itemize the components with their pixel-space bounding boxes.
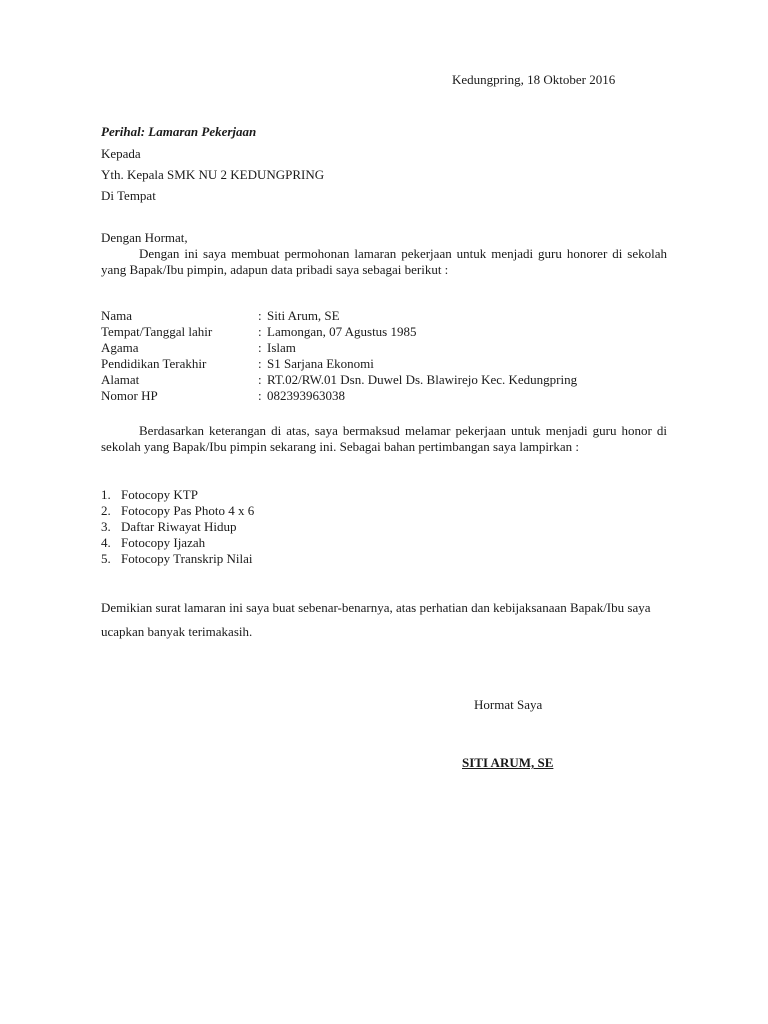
list-item-number: 5.	[101, 551, 111, 566]
field-label: Tempat/Tanggal lahir	[101, 324, 213, 339]
letter-date: Kedungpring, 18 Oktober 2016	[452, 72, 616, 87]
address-line-place: Di Tempat	[101, 188, 156, 203]
body-paragraph-block	[101, 423, 667, 455]
letter-subject: Perihal: Lamaran Pekerjaan	[101, 124, 257, 139]
body-paragraph: Berdasarkan keterangan di atas, saya bermaksud melamar pekerjaan untuk menjadi guru honor di sekolah yang Bapak/Ibu pimpin sekarang ini. Sebagai bahan pertimbangan saya lampirkan :	[101, 423, 667, 454]
list-item-text: Fotocopy Pas Photo 4 x 6	[121, 503, 255, 518]
list-item-number: 4.	[101, 535, 111, 550]
field-value: Lamongan, 07 Agustus 1985	[267, 324, 417, 339]
list-item-text: Fotocopy Transkrip Nilai	[121, 551, 253, 566]
field-separator: :	[258, 356, 262, 371]
list-item-number: 1.	[101, 487, 111, 502]
greeting: Dengan Hormat,	[101, 230, 188, 245]
signer-name: SITI ARUM, SE	[462, 755, 554, 770]
field-value: 082393963038	[267, 388, 345, 403]
field-value: S1 Sarjana Ekonomi	[267, 356, 374, 371]
address-line-recipient: Yth. Kepala SMK NU 2 KEDUNGPRING	[101, 167, 325, 182]
field-separator: :	[258, 372, 262, 387]
field-label: Nomor HP	[101, 388, 158, 403]
list-item-text: Fotocopy KTP	[121, 487, 198, 502]
field-label: Agama	[101, 340, 139, 355]
field-separator: :	[258, 308, 262, 323]
field-separator: :	[258, 324, 262, 339]
field-separator: :	[258, 388, 262, 403]
field-value: RT.02/RW.01 Dsn. Duwel Ds. Blawirejo Kec. Kedungpring	[267, 372, 578, 387]
field-label: Alamat	[101, 372, 140, 387]
regards-text: Hormat Saya	[474, 697, 543, 712]
field-separator: :	[258, 340, 262, 355]
field-value: Siti Arum, SE	[267, 308, 340, 323]
list-item-text: Daftar Riwayat Hidup	[121, 519, 237, 534]
address-line-to: Kepada	[101, 146, 141, 161]
closing-paragraph: Demikian surat lamaran ini saya buat sebenar-benarnya, atas perhatian dan kebijaksanaan Bapak/Ibu saya ucapkan banyak terimakasih.	[101, 600, 651, 639]
field-value: Islam	[267, 340, 296, 355]
field-label: Nama	[101, 308, 133, 323]
intro-paragraph: Dengan ini saya membuat permohonan lamaran pekerjaan untuk menjadi guru honorer di sekolah yang Bapak/Ibu pimpin, adapun data pribadi saya sebagai berikut :	[101, 246, 667, 277]
list-item-text: Fotocopy Ijazah	[121, 535, 206, 550]
list-item-number: 3.	[101, 519, 111, 534]
intro-paragraph-block	[101, 246, 667, 278]
field-label: Pendidikan Terakhir	[101, 356, 207, 371]
list-item-number: 2.	[101, 503, 111, 518]
